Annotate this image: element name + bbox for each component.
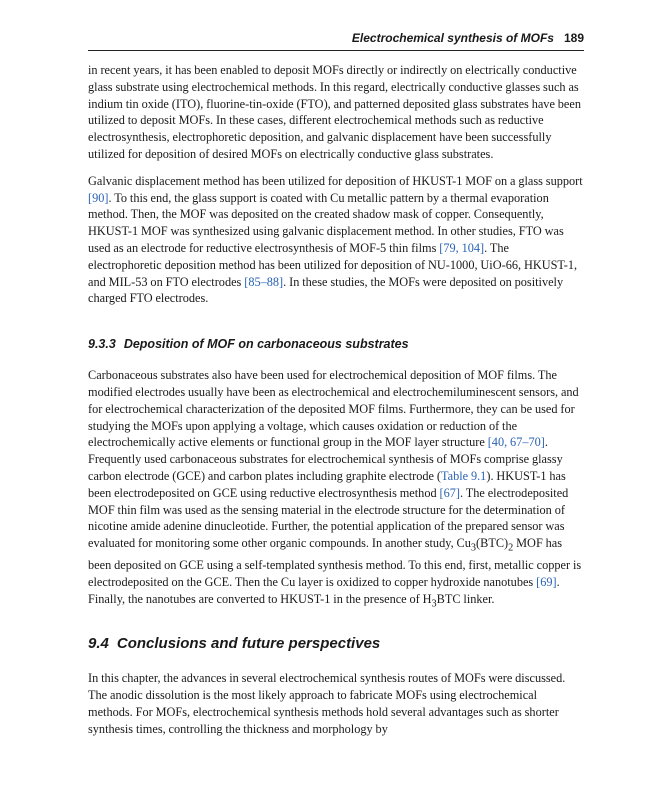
section-number: 9.4 bbox=[88, 635, 109, 653]
citation-link[interactable]: [85–88] bbox=[244, 274, 284, 289]
paragraph-galvanic-displacement bbox=[88, 173, 584, 307]
table-reference-link[interactable]: Table 9.1 bbox=[440, 468, 487, 483]
citation-link[interactable]: [69] bbox=[536, 575, 557, 590]
citation-link[interactable]: [40, 67–70] bbox=[487, 435, 545, 450]
text-run: . The electrophoretic deposition method has been utilized for deposition of NU-1000, UiO-66, HKUST-1, and MIL-53 on FTO electrodes bbox=[88, 240, 578, 289]
section-title: Conclusions and future perspectives bbox=[116, 635, 381, 653]
paragraph-conclusions: In this chapter, the advances in several electrochemical synthesis routes of MOFs were discussed. The anodic dissolution is the most likely approach to fabricate MOFs using electrochemical methods. For MOFs, electrochemical synthesis methods hold several advantages such as shorter synthesis times, controlling the thickness and morphology by bbox=[88, 671, 566, 736]
subscript: 3 bbox=[470, 542, 477, 554]
section-heading-9-3-3 bbox=[88, 337, 584, 351]
text-run: . To this end, the glass support is coated with Cu metallic pattern by a thermal evaporation method. Then, the MOF was deposited on the created shadow mask of copper. Consequently, HKUST-1 MOF was synthesized using galvanic displacement method. In other studies, FTO was used as an electrode for reductive electrosynthesis of MOF-5 thin films bbox=[88, 190, 564, 255]
paragraph-glass-substrates: in recent years, it has been enabled to deposit MOFs directly or indirectly on electrically conductive glass substrate using electrochemical methods. In this regard, electrically conductive glasses such as indium tin oxide (ITO), fluorine-tin-oxide (FTO), and patterned deposited glass substrates have been utilized to deposit MOFs. In these cases, different electrochemical methods such as reductive electrosynthesis, electrophoretic deposition, and galvanic displacement have been successfully utilized for deposition of desired MOFs on electrically conductive glass substrates. bbox=[88, 63, 581, 161]
text-run: BTC linker. bbox=[436, 591, 495, 606]
citation-link[interactable]: [79, 104] bbox=[439, 240, 485, 255]
running-header bbox=[88, 30, 584, 51]
running-title: Electrochemical synthesis of MOFs bbox=[351, 31, 554, 45]
subscript: 3 bbox=[431, 598, 437, 610]
text-run: MOF has been deposited on GCE using a self-templated synthesis method. To this end, first, metallic copper is electrodeposited on the GCE. Then the Cu layer is oxidized to copper hydroxide nanotubes bbox=[88, 536, 582, 590]
page-number: 189 bbox=[563, 31, 584, 45]
text-run: . Frequently used carbonaceous substrates for electrochemical synthesis of MOFs comprise glassy carbon electrode (GCE) and carbon plates including graphite electrode ( bbox=[88, 435, 563, 483]
subscript: 2 bbox=[508, 542, 514, 554]
text-run: . The electrodeposited MOF thin film was used as the sensing material in the electrode structure for the determination of nicotine amide adenine dinucleotide. Further, the potential application of the prepared sensor was evaluated for monitoring some other organic compounds. In another study, Cu bbox=[88, 485, 569, 551]
page-body bbox=[88, 62, 584, 737]
text-run: . In these studies, the MOFs were deposited on positively charged FTO electrodes. bbox=[88, 274, 564, 306]
section-heading-9-4 bbox=[88, 635, 584, 652]
running-title-group bbox=[352, 31, 584, 45]
text-run: ). HKUST-1 has been electrodeposited on GCE using reductive electrosynthesis method bbox=[88, 468, 566, 500]
text-run: Carbonaceous substrates also have been used for electrochemical deposition of MOF films. The modified electrodes usually have been as electrochemical and electrochemiluminescent sensors, and for electrochemical characterization of the deposited MOF films. Furthermore, they can be used for studying the MOFs upon applying a voltage, which causes oxidation or reduction of the electrochemically active elements or functional group in the MOF layer structure bbox=[88, 368, 579, 450]
section-number: 9.3.3 bbox=[88, 337, 116, 352]
text-run: . Finally, the nanotubes are converted to HKUST-1 in the presence of H bbox=[88, 575, 560, 606]
citation-link[interactable]: [90] bbox=[88, 190, 109, 205]
paragraph-carbonaceous-substrates bbox=[88, 367, 584, 613]
text-run: (BTC) bbox=[476, 536, 509, 551]
citation-link[interactable]: [67] bbox=[439, 485, 460, 500]
section-title: Deposition of MOF on carbonaceous substrates bbox=[123, 337, 409, 352]
text-run: Galvanic displacement method has been utilized for deposition of HKUST-1 MOF on a glass support bbox=[88, 173, 583, 188]
